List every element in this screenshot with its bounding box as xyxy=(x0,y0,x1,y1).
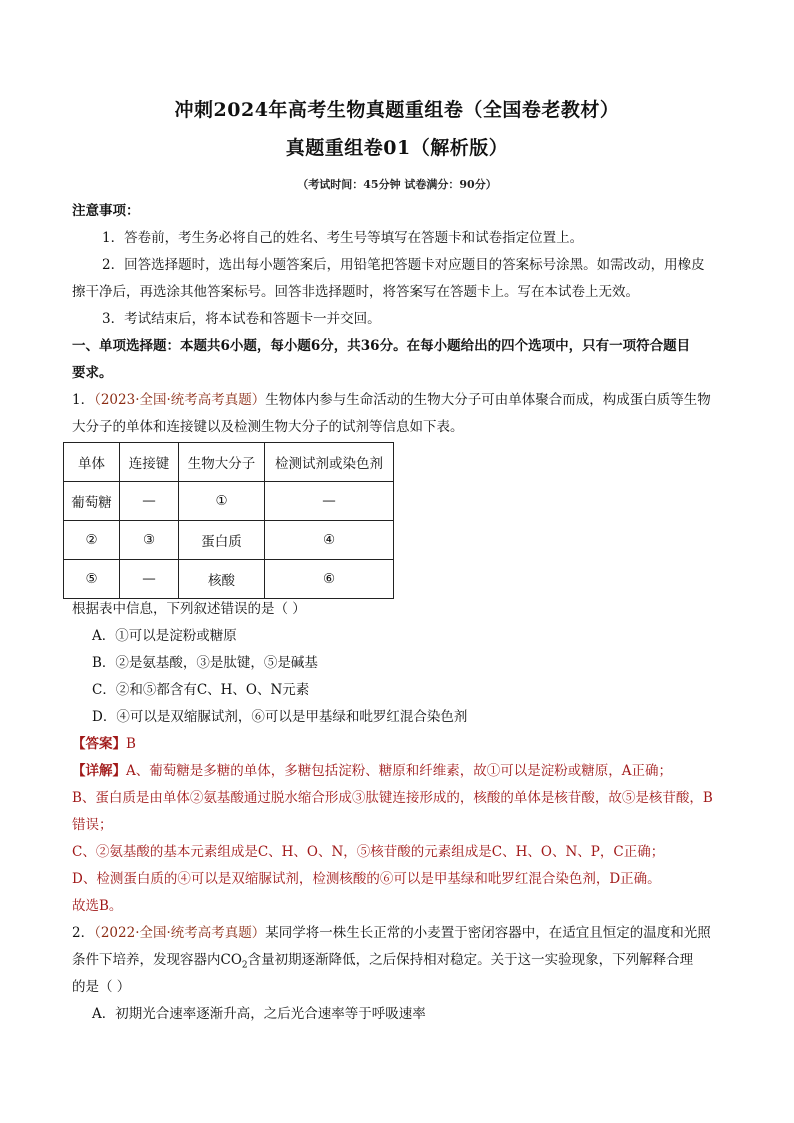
table-cell: 核酸 xyxy=(179,560,265,599)
table-header-cell: 连接键 xyxy=(120,443,179,482)
option-b: B．②是氨基酸，③是肽键，⑤是碱基 xyxy=(92,655,318,671)
table-cell: 蛋白质 xyxy=(179,521,265,560)
table-row xyxy=(64,482,394,521)
answer xyxy=(72,735,732,753)
analysis-line: D、检测蛋白质的④可以是双缩脲试剂，检测核酸的⑥可以是甲基绿和吡罗红混合染色剂，D正确。 xyxy=(72,871,661,887)
question-source: （2023·全国·统考高考真题） xyxy=(94,392,266,408)
table-row xyxy=(64,521,394,560)
table-cell: ⑥ xyxy=(265,560,394,599)
page-subtitle: 真题重组卷01（解析版） xyxy=(285,137,509,159)
question-number: 1． xyxy=(72,392,95,408)
table-cell: ③ xyxy=(120,521,179,560)
analysis-line: 【详解】A、葡萄糖是多糖的单体，多糖包括淀粉、糖原和纤维素，故①可以是淀粉或糖原，A正确； xyxy=(72,763,672,779)
answer-value: B xyxy=(126,736,136,752)
question-2-stem-cont: 条件下培养，发现容器内$CO_2$含量初期逐渐降低，之后保持相对稳定。关于这一实验现象，下列解释合理 xyxy=(72,952,694,971)
info-table xyxy=(63,442,394,599)
table-header-cell: 单体 xyxy=(64,443,120,482)
table-cell: — xyxy=(265,482,394,521)
question-text: 生物体内参与生命活动的生物大分子可由单体聚合而成，构成蛋白质等生物 xyxy=(265,392,711,408)
notice-item: 3．考试结束后，将本试卷和答题卡一并交回。 xyxy=(102,311,381,327)
notice-item: 擦干净后，再选涂其他答案标号。回答非选择题时，将答案写在答题卡上。写在本试卷上无效。 xyxy=(72,284,639,300)
table-cell: — xyxy=(120,560,179,599)
option-a: A．①可以是淀粉或糖原 xyxy=(92,628,237,644)
notice-heading: 注意事项： xyxy=(72,203,140,219)
exam-info: （考试时间：45分钟 试卷满分：90分） xyxy=(297,178,497,191)
notice-item: 2．回答选择题时，选出每小题答案后，用铅笔把答题卡对应题目的答案标号涂黑。如需改动，用橡皮 xyxy=(102,257,705,273)
analysis-line: C、②氨基酸的基本元素组成是C、H、O、N，⑤核苷酸的元素组成是C、H、O、N、P，C正确； xyxy=(72,844,665,860)
table-cell: ① xyxy=(179,482,265,521)
analysis-line: 错误； xyxy=(72,817,113,833)
table-header-row xyxy=(64,443,394,482)
analysis-conclusion: 故选B。 xyxy=(72,898,123,914)
section-heading-cont: 要求。 xyxy=(72,365,113,381)
answer-label: 【答案】 xyxy=(72,736,126,752)
option-a: A．初期光合速率逐渐升高，之后光合速率等于呼吸速率 xyxy=(92,1006,426,1022)
question-text: 某同学将一株生长正常的小麦置于密闭容器中，在适宜且恒定的温度和光照 xyxy=(265,925,711,941)
page-title: 冲刺2024年高考生物真题重组卷（全国卷老教材） xyxy=(174,99,620,121)
question-source: （2022·全国·统考高考真题） xyxy=(94,925,266,941)
table-header-cell: 检测试剂或染色剂 xyxy=(265,443,394,482)
table-cell: ④ xyxy=(265,521,394,560)
table-cell: ② xyxy=(64,521,120,560)
question-1-prompt: 根据表中信息，下列叙述错误的是（ ） xyxy=(72,601,306,617)
analysis-line: B、蛋白质是由单体②氨基酸通过脱水缩合形成③肽键连接形成的，核酸的单体是核苷酸，故⑤是核苷酸，B xyxy=(72,790,713,806)
analysis-label: 【详解】 xyxy=(72,763,126,779)
table-cell: — xyxy=(120,482,179,521)
section-heading: 一、单项选择题：本题共6小题，每小题6分，共36分。在每小题给出的四个选项中，只有一项符合题目 xyxy=(72,338,691,354)
table-cell: ⑤ xyxy=(64,560,120,599)
question-2-stem-end: 的是（ ） xyxy=(72,979,131,995)
notice-item: 1．答卷前，考生务必将自己的姓名、考生号等填写在答题卡和试卷指定位置上。 xyxy=(102,230,584,246)
option-d: D．④可以是双缩脲试剂，⑥可以是甲基绿和吡罗红混合染色剂 xyxy=(92,709,468,725)
question-1-stem xyxy=(72,391,732,409)
question-1-stem-cont: 大分子的单体和连接键以及检测生物大分子的试剂等信息如下表。 xyxy=(72,419,464,435)
table-header-cell: 生物大分子 xyxy=(179,443,265,482)
table-row xyxy=(64,560,394,599)
question-2-stem xyxy=(72,924,732,942)
question-number: 2． xyxy=(72,925,95,941)
table-cell: 葡萄糖 xyxy=(64,482,120,521)
option-c: C．②和⑤都含有C、H、O、N元素 xyxy=(92,682,310,698)
